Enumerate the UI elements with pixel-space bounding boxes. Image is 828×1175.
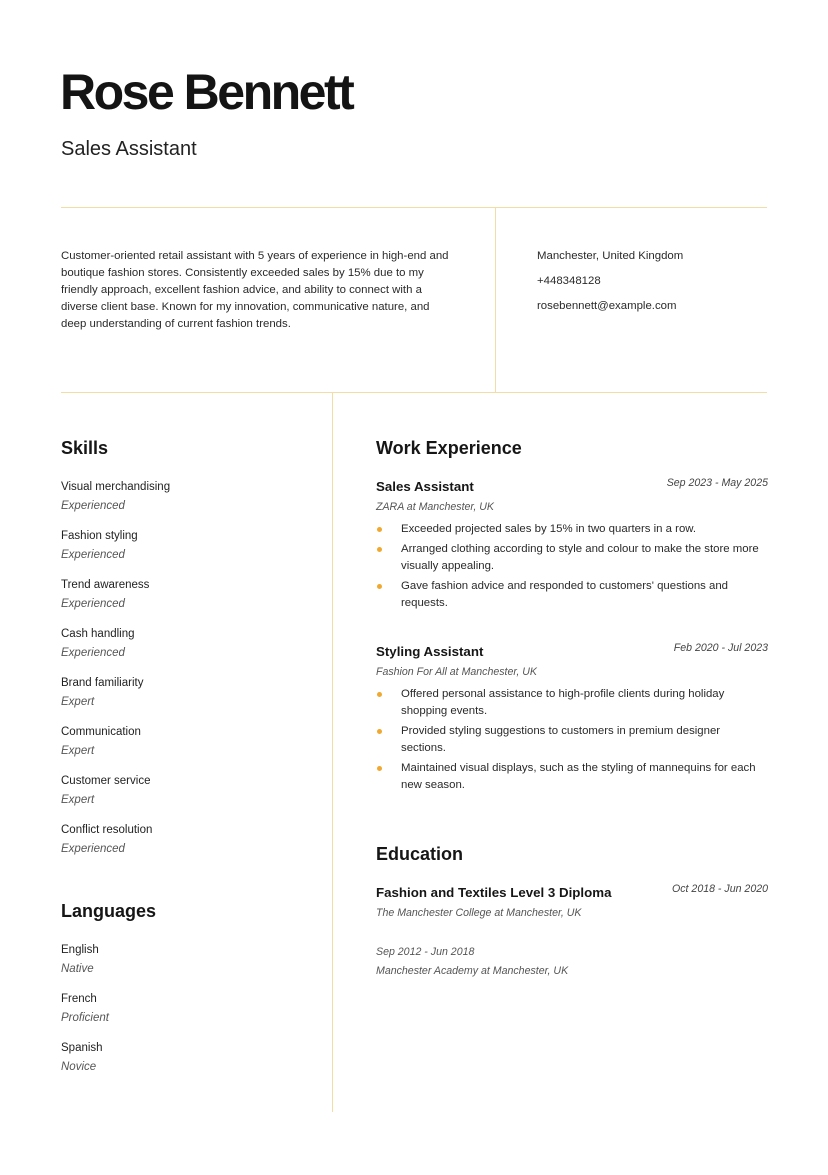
- skill-item: [61, 528, 311, 577]
- education-title: Fashion and Textiles Level 3 Diploma: [376, 885, 612, 900]
- skill-level: Expert: [61, 794, 95, 806]
- job-bullet: [376, 686, 768, 720]
- job-bullet-text: Maintained visual displays, such as the styling of mannequins for each new season.: [401, 762, 756, 791]
- language-item: [61, 991, 311, 1040]
- bullet-icon: [377, 766, 382, 771]
- candidate-role: Sales Assistant: [61, 138, 197, 160]
- job-dates: Sep 2023 - May 2025: [666, 477, 768, 489]
- skill-item: [61, 724, 311, 773]
- skill-item: [61, 626, 311, 675]
- language-name: Spanish: [61, 1042, 103, 1054]
- job-bullet-text: Arranged clothing according to style and colour to make the store more visually appealing.: [401, 543, 759, 572]
- skill-name: Trend awareness: [61, 579, 150, 591]
- education-school: Manchester Academy at Manchester, UK: [376, 965, 569, 977]
- header-column-divider: [495, 207, 496, 393]
- language-name: French: [61, 993, 97, 1005]
- body-column-divider: [332, 393, 333, 1112]
- skill-level: Experienced: [61, 598, 125, 610]
- language-item: [61, 942, 311, 991]
- job-entry: [376, 642, 768, 797]
- skills-list: [61, 479, 311, 871]
- skill-item: [61, 479, 311, 528]
- skill-name: Conflict resolution: [61, 824, 153, 836]
- job-bullet: [376, 760, 768, 794]
- job-header: [376, 642, 768, 664]
- job-header: [376, 477, 768, 499]
- contact-location: Manchester, United Kingdom: [537, 250, 684, 262]
- skill-item: [61, 822, 311, 871]
- profile-summary: Customer-oriented retail assistant with 5 years of experience in high-end and boutique fashion stores. Consistently exceeded sales by 15% due to my friendly approach, excellent fashion advice, and ability to connect with a diverse client base. Known for my innovation, communicative nature, and deep understanding of current fashion trends.: [61, 250, 449, 330]
- languages-list: [61, 942, 311, 1089]
- mid-divider: [61, 392, 767, 393]
- skill-level: Expert: [61, 745, 95, 757]
- skill-name: Visual merchandising: [61, 481, 171, 493]
- skill-name: Brand familiarity: [61, 677, 144, 689]
- language-name: English: [61, 944, 99, 956]
- education-dates: Sep 2012 - Jun 2018: [376, 946, 475, 958]
- job-bullet: [376, 578, 768, 612]
- skill-level: Experienced: [61, 549, 125, 561]
- bullet-icon: [377, 527, 382, 532]
- bullet-icon: [377, 729, 382, 734]
- job-bullets: [376, 686, 768, 794]
- work-experience-heading: Work Experience: [376, 438, 522, 458]
- education-entry: [376, 944, 768, 985]
- bullet-icon: [377, 547, 382, 552]
- job-company: ZARA at Manchester, UK: [376, 501, 494, 513]
- education-heading: Education: [376, 844, 464, 864]
- skill-name: Communication: [61, 726, 141, 738]
- skill-level: Experienced: [61, 500, 125, 512]
- skill-item: [61, 675, 311, 724]
- skill-level: Experienced: [61, 647, 125, 659]
- language-level: Novice: [61, 1061, 97, 1073]
- skill-item: [61, 773, 311, 822]
- skill-item: [61, 577, 311, 626]
- language-level: Proficient: [61, 1012, 109, 1024]
- language-item: [61, 1040, 311, 1089]
- job-bullet-text: Offered personal assistance to high-profile clients during holiday shopping events.: [401, 688, 725, 717]
- candidate-name: Rose Bennett: [60, 64, 353, 120]
- bullet-icon: [377, 584, 382, 589]
- skill-name: Cash handling: [61, 628, 135, 640]
- education-header: [376, 883, 768, 905]
- skill-name: Fashion styling: [61, 530, 138, 542]
- education-dates: Oct 2018 - Jun 2020: [672, 883, 768, 895]
- education-school: The Manchester College at Manchester, UK: [376, 907, 582, 919]
- job-bullets: [376, 521, 768, 612]
- job-title: Styling Assistant: [376, 644, 484, 659]
- skills-heading: Skills: [61, 438, 109, 458]
- job-entry: [376, 477, 768, 615]
- contact-phone: +448348128: [537, 275, 601, 287]
- job-bullet-text: Gave fashion advice and responded to customers' questions and requests.: [401, 580, 729, 609]
- top-divider: [61, 207, 767, 208]
- job-bullet: [376, 521, 768, 538]
- job-bullet-text: Exceeded projected sales by 15% in two quarters in a row.: [401, 523, 697, 535]
- language-level: Native: [61, 963, 94, 975]
- skill-name: Customer service: [61, 775, 151, 787]
- job-title: Sales Assistant: [376, 479, 474, 494]
- education-entry: [376, 883, 768, 927]
- job-company: Fashion For All at Manchester, UK: [376, 666, 537, 678]
- job-dates: Feb 2020 - Jul 2023: [673, 642, 768, 654]
- job-bullet: [376, 723, 768, 757]
- languages-heading: Languages: [61, 901, 157, 921]
- bullet-icon: [377, 692, 382, 697]
- skill-level: Experienced: [61, 843, 125, 855]
- skill-level: Expert: [61, 696, 95, 708]
- job-bullet-text: Provided styling suggestions to customers in premium designer sections.: [401, 725, 721, 754]
- contact-email: rosebennett@example.com: [537, 300, 677, 312]
- job-bullet: [376, 541, 768, 575]
- contact-info: [537, 248, 683, 323]
